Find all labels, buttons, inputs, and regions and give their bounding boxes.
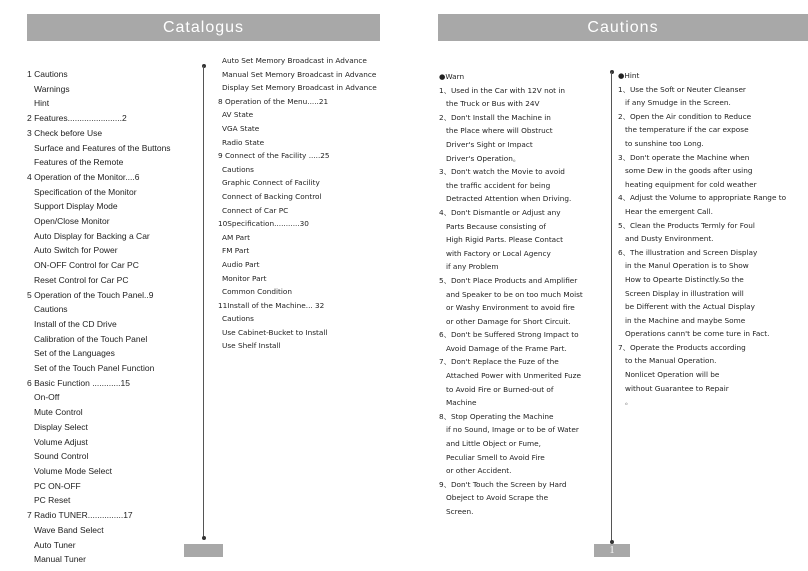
divider-bottom-dot — [202, 536, 206, 540]
warn-line: Driver's Sight or Impact — [446, 139, 533, 149]
toc-entry: Common Condition — [222, 287, 293, 297]
toc-entry: Manual Tuner — [34, 554, 86, 565]
hint-line: in the Manul Operation is to Show — [625, 261, 749, 271]
hint-line: 5、Clean the Products Termly for Foul — [618, 220, 755, 230]
toc-entry: Connect of Backing Control — [222, 191, 322, 201]
warn-line: Attached Power with Unmerited Fuze — [446, 371, 581, 381]
toc-entry: Mute Control — [34, 407, 83, 418]
toc-entry: Set of the Touch Panel Function — [34, 363, 155, 374]
warn-line: 4、Don't Dismantle or Adjust any — [439, 207, 561, 217]
toc-entry: FM Part — [222, 246, 250, 256]
hint-line: 1、Use the Soft or Neuter Cleanser — [618, 84, 746, 94]
toc-entry: 4 Operation of the Monitor....6 — [27, 171, 140, 182]
warn-line: with Factory or Local Agency — [446, 248, 551, 258]
toc-entry: 7 Radio TUNER...............17 — [27, 510, 133, 521]
toc-entry: Features of the Remote — [34, 157, 124, 168]
column-divider-line — [203, 66, 204, 538]
toc-entry: PC ON-OFF — [34, 480, 81, 491]
hint-line: to sunshine too Long. — [625, 138, 704, 148]
hint-line: 3、Don't operate the Machine when — [618, 152, 750, 162]
right-page-number-box — [594, 544, 630, 557]
toc-entry: Set of the Languages — [34, 348, 115, 359]
warn-line: 9、Don't Touch the Screen by Hard — [439, 479, 567, 489]
warn-line: High Rigid Parts. Please Contact — [446, 235, 564, 245]
toc-entry: PC Reset — [34, 495, 71, 506]
hint-line: if any Smudge in the Screen. — [625, 98, 731, 108]
hint-heading: ●Hint — [618, 71, 640, 80]
toc-entry: Install of the CD Drive — [34, 318, 117, 329]
warn-line: the Truck or Bus with 24V — [446, 99, 540, 109]
warn-line: 6、Don't be Suffered Strong Impact to — [439, 330, 579, 340]
warn-line: 5、Don't Place Products and Amplifier — [439, 275, 578, 285]
toc-entry: Warnings — [34, 83, 70, 94]
toc-entry: 8 Operation of the Menu.....21 — [218, 96, 329, 106]
hint-line: How to Opearte Distinctly.So the — [625, 274, 744, 284]
toc-entry: Auto Switch for Power — [34, 245, 118, 256]
warn-line: Screen. — [446, 507, 474, 516]
toc-entry: Support Display Mode — [34, 201, 118, 212]
right-column-divider-line — [611, 72, 612, 542]
cautions-title: Cautions — [587, 18, 659, 36]
toc-entry: 10Specification...........30 — [218, 219, 309, 229]
toc-entry: 2 Features.......................2 — [27, 113, 127, 124]
toc-entry: 11Install of the Machine... 32 — [218, 300, 325, 310]
toc-entry: 3 Check before Use — [27, 127, 103, 138]
catalogus-header — [27, 14, 380, 41]
toc-entry: Auto Set Memory Broadcast in Advance — [222, 56, 367, 65]
warn-line: Driver's Operation。 — [446, 153, 521, 163]
warn-line: Obeject to Avoid Scrape the — [446, 493, 549, 503]
toc-entry: Audio Part — [222, 259, 260, 269]
hint-line: in the Machine and maybe Some — [625, 315, 746, 325]
warn-line: if no Sound, Image or to be of Water — [446, 425, 579, 435]
warn-line: or other Accident. — [446, 466, 512, 476]
toc-entry: Auto Tuner — [34, 539, 76, 550]
warn-line: 3、Don't watch the Movie to avoid — [439, 167, 565, 177]
warn-line: 2、Don't Install the Machine in — [439, 112, 551, 122]
toc-entry: Calibration of the Touch Panel — [34, 333, 148, 344]
toc-column-2 — [218, 54, 377, 353]
hint-line: be Different with the Actual Display — [625, 302, 755, 312]
toc-entry: Wave Band Select — [34, 524, 104, 535]
warn-line: the Place where will Obstruct — [446, 126, 553, 136]
warn-heading: ●Warn — [439, 72, 465, 81]
hint-line: without Guarantee to Repair — [625, 383, 729, 393]
toc-entry: AV State — [222, 110, 254, 120]
hint-line: 2、Open the Air condition to Reduce — [618, 111, 752, 121]
hint-line: 。 — [625, 397, 633, 407]
warn-line: Peculiar Smell to Avoid Fire — [446, 452, 545, 462]
toc-entry: 5 Operation of the Touch Panel..9 — [27, 289, 154, 300]
warn-line: 1、Used in the Car with 12V not in — [439, 85, 565, 95]
toc-column-1 — [27, 67, 171, 567]
hint-line: 4、Adjust the Volume to appropriate Range to — [618, 193, 787, 203]
toc-entry: Use Cabinet-Bucket to Install — [222, 327, 328, 337]
hint-line: heating equipment for cold weather — [625, 179, 757, 189]
warn-line: Machine — [446, 398, 477, 408]
hint-list — [618, 83, 808, 409]
toc-entry: AM Part — [222, 232, 251, 242]
toc-entry: VGA State — [222, 123, 260, 133]
warn-line: or Washy Environment to avoid fire — [446, 303, 575, 313]
toc-entry: Graphic Connect of Facility — [222, 178, 320, 188]
toc-entry: Connect of Car PC — [222, 205, 289, 215]
hint-line: Screen Display in illustration will — [625, 288, 744, 298]
hint-line: the temperature if the car expose — [625, 125, 749, 135]
toc-entry: Hint — [34, 98, 50, 109]
hint-line: 6、The illustration and Screen Display — [618, 247, 758, 257]
warn-line: Avoid Damage of the Frame Part. — [446, 343, 567, 353]
catalogus-title: Catalogus — [162, 18, 245, 36]
toc-entry: Surface and Features of the Buttons — [34, 142, 171, 153]
warn-line: to Avoid Fire or Burned-out of — [446, 384, 554, 394]
toc-entry: Use Shelf Install — [222, 341, 281, 351]
warn-line: Detracted Attention when Driving. — [446, 194, 572, 204]
toc-entry: Cautions — [222, 164, 254, 174]
toc-entry: Volume Adjust — [34, 436, 88, 447]
toc-entry: Reset Control for Car PC — [34, 274, 129, 285]
toc-entry: Cautions — [34, 304, 68, 315]
toc-entry: Open/Close Monitor — [34, 216, 110, 227]
cautions-header — [438, 14, 808, 41]
hint-line: some Dew in the goods after using — [625, 166, 753, 176]
warn-line: 8、Stop Operating the Machine — [439, 411, 554, 421]
warn-line: 7、Don't Replace the Fuze of the — [439, 357, 559, 367]
toc-entry: Display Select — [34, 421, 88, 432]
toc-entry: Specification of the Monitor — [34, 186, 137, 197]
hint-section — [618, 69, 808, 409]
warn-line: or other Damage for Short Circuit. — [446, 316, 571, 326]
hint-line: Hear the emergent Call. — [625, 206, 713, 216]
toc-entry: Cautions — [222, 314, 254, 324]
warn-list — [439, 84, 607, 519]
toc-entry: On-Off — [34, 392, 60, 403]
warn-line: Parts Because consisting of — [446, 221, 546, 231]
hint-line: Operations cann't be come ture in Fact. — [625, 329, 770, 339]
toc-entry: 1 Cautions — [27, 69, 68, 79]
warn-line: the traffic accident for being — [446, 180, 551, 190]
toc-entry: Display Set Memory Broadcast in Advance — [222, 83, 377, 93]
right-page-number: 1 — [609, 545, 615, 556]
hint-line: Nonlicet Operation will be — [625, 370, 720, 380]
warn-line: if any Problem — [446, 262, 499, 272]
toc-entry: Volume Mode Select — [34, 465, 112, 476]
warn-section — [439, 70, 607, 519]
left-page-number-box — [184, 544, 223, 557]
hint-line: and Dusty Environment. — [625, 234, 714, 244]
hint-line: 7、Operate the Products according — [618, 342, 746, 352]
warn-line: and Speaker to be on too much Moist — [446, 289, 583, 299]
toc-entry: Sound Control — [34, 451, 89, 462]
toc-entry: Radio State — [222, 137, 265, 147]
warn-line: and Little Object or Fume, — [446, 439, 541, 449]
hint-line: to the Manual Operation. — [625, 356, 717, 366]
toc-entry: Manual Set Memory Broadcast in Advance — [222, 69, 377, 79]
toc-entry: 9 Connect of the Facility .....25 — [218, 151, 330, 161]
toc-entry: Auto Display for Backing a Car — [34, 230, 150, 241]
toc-entry: ON-OFF Control for Car PC — [34, 260, 139, 271]
toc-entry: 6 Basic Function ............15 — [27, 377, 130, 388]
toc-entry: Monitor Part — [222, 273, 267, 283]
